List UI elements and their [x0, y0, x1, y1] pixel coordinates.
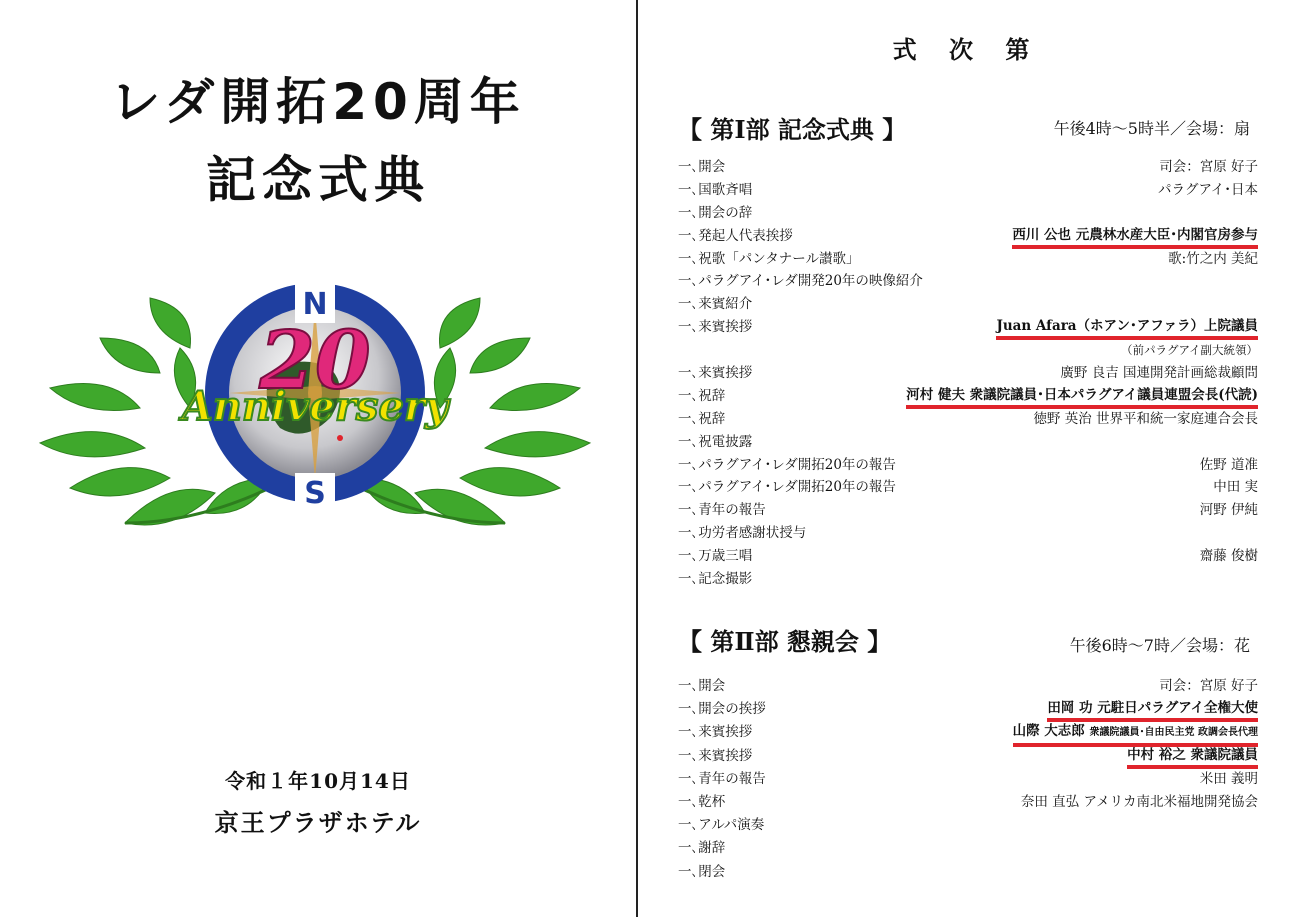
program-page	[638, 0, 1296, 917]
list-item: 一､青年の報告 米田 義明	[678, 770, 1258, 787]
part2-time-venue: 午後6時～7時／会場：花	[1069, 636, 1250, 655]
list-item: 一､謝辞	[678, 840, 726, 857]
underlined-name: Juan Afara（ホアン･アファラ）上院議員	[996, 316, 1258, 340]
list-item: 一､功労者感謝状授与	[678, 525, 807, 542]
list-item: 一､来賓挨拶 Juan Afara（ホアン･アファラ）上院議員	[678, 316, 1258, 339]
part1-time-venue: 午後4時～5時半／会場：扇	[1053, 119, 1250, 138]
list-item: 一､開会 司会：宮原 好子	[678, 678, 1258, 694]
list-item: 一､来賓挨拶 中村 裕之 衆議院議員	[678, 745, 1258, 768]
part2-heading: 【 第Ⅱ部 懇親会 】	[678, 627, 892, 656]
list-item: 一､青年の報告 河野 伊純	[678, 502, 1258, 519]
cover-date: 令和１年10月14日	[225, 769, 411, 793]
compass-south: S	[304, 476, 326, 511]
emblem-word: Anniversery	[181, 383, 449, 430]
list-item: 一､発起人代表挨拶 西川 公也 元農林水産大臣･内閣官房参与	[678, 225, 1258, 248]
program-title: 式 次 第	[892, 35, 1042, 64]
list-item: 一､来賓挨拶 廣野 良吉 国連開発計画総裁顧問	[678, 365, 1258, 382]
anniversary-emblem	[30, 278, 600, 538]
list-item: 一､祝電披露	[678, 433, 753, 450]
underlined-name: 中村 裕之 衆議院議員	[1127, 745, 1258, 769]
cover-title-line2: 記念式典	[206, 151, 430, 209]
list-item: 一､万歳三唱 齋藤 俊樹	[678, 548, 1258, 565]
list-item: 一､アルパ演奏	[678, 817, 765, 834]
list-item: 一､パラグアイ･レダ開拓20年の報告 佐野 道准	[678, 456, 1258, 473]
underlined-name: 河村 健夫 衆議院議員･日本パラグアイ議員連盟会長(代読)	[906, 385, 1258, 409]
underlined-name: 田岡 功 元駐日パラグアイ全権大使	[1047, 698, 1258, 722]
list-item: 一､パラグアイ･レダ開発20年の映像紹介	[678, 273, 923, 290]
underlined-name: 西川 公也 元農林水産大臣･内閣官房参与	[1012, 225, 1258, 249]
list-item: 一､祝辞 徳野 英治 世界平和統一家庭連合会長	[678, 410, 1258, 427]
list-item: 一､閉会	[678, 863, 726, 880]
list-item: 一､来賓紹介	[678, 296, 753, 313]
part2-list	[678, 675, 1258, 884]
list-item: 一､開会 司会：宮原 好子	[678, 159, 1258, 175]
emblem-number: 20	[259, 313, 371, 407]
list-item: 一､国歌斉唱 パラグアイ･日本	[678, 181, 1258, 198]
compass-north: N	[302, 287, 328, 322]
list-item: 一､祝歌「パンタナール讃歌」 歌:竹之内 美紀	[678, 250, 1258, 267]
cover-title-line1: レダ開拓20周年	[110, 73, 526, 131]
list-item: 一､記念撮影	[678, 571, 753, 588]
list-item: 一､開会の辞	[678, 204, 753, 221]
list-item: 一､乾杯 奈田 直弘 アメリカ南北米福地開発協会	[678, 793, 1258, 810]
list-item: （前パラグアイ副大統領）	[1121, 343, 1258, 358]
part1-heading: 【 第Ⅰ部 記念式典 】	[678, 115, 907, 144]
underlined-name: 山際 大志郎 衆議院議員･自由民主党 政調会長代理	[1013, 721, 1258, 747]
part1-list	[678, 156, 1258, 591]
cover-page	[0, 0, 636, 917]
list-item: 一､祝辞 河村 健夫 衆議院議員･日本パラグアイ議員連盟会長(代読)	[678, 385, 1258, 408]
list-item: 一､パラグアイ･レダ開拓20年の報告 中田 実	[678, 479, 1258, 496]
list-item: 一､来賓挨拶 山際 大志郎 衆議院議員･自由民主党 政調会長代理	[678, 721, 1258, 744]
cover-venue: 京王プラザホテル	[214, 808, 422, 837]
list-item: 一､開会の挨拶 田岡 功 元駐日パラグアイ全権大使	[678, 698, 1258, 721]
